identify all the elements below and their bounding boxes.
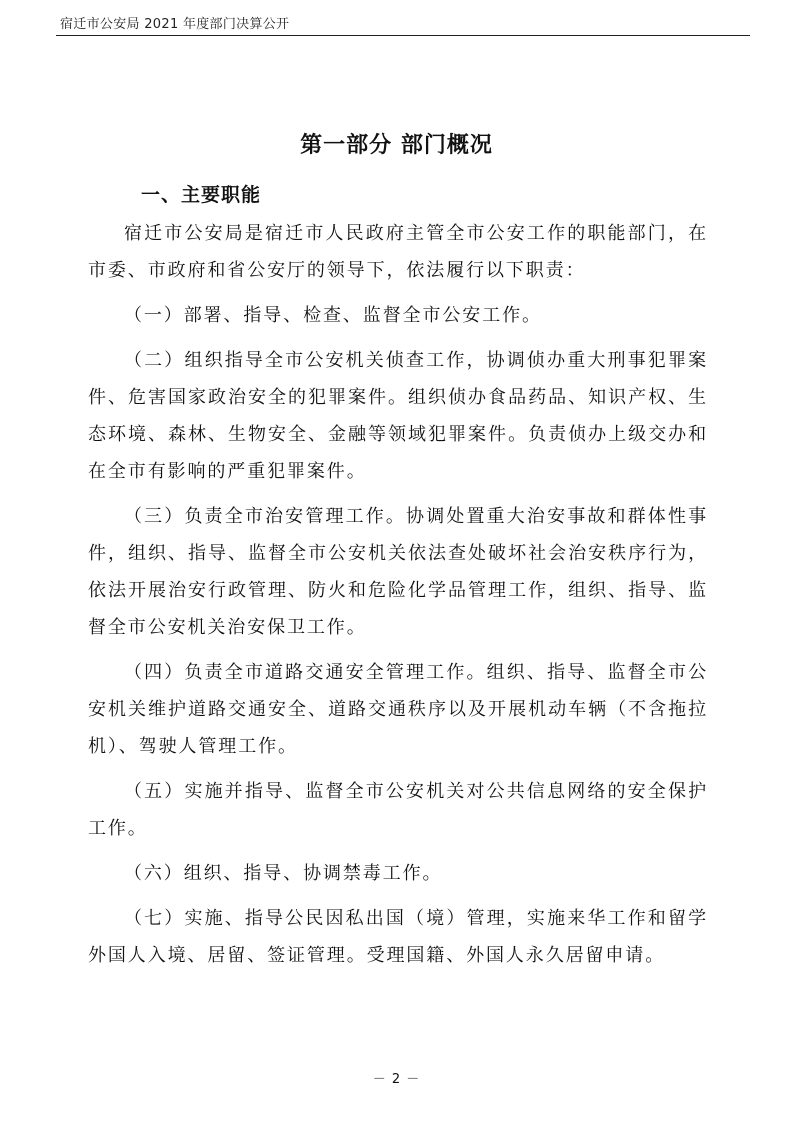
- header-divider: [56, 35, 750, 36]
- paragraph-duty-3: （三）负责全市治安管理工作。协调处置重大治安事故和群体性事件，组织、指导、监督全市公安机关依法查处破坏社会治安秩序行为，依法开展治安行政管理、防火和危险化学品管理工作，组织、指导、监督全市公安机关治安保卫工作。: [88, 506, 708, 638]
- running-header: 宿迁市公安局 2021 年度部门决算公开: [60, 17, 290, 32]
- paragraph-duty-6: （六）组织、指导、协调禁毒工作。: [124, 863, 443, 884]
- page-title: 第一部分 部门概况: [300, 133, 493, 158]
- paragraph-duty-7: （七）实施、指导公民因私出国（境）管理，实施来华工作和留学外国人入境、居留、签证管理。受理国籍、外国人永久居留申请。: [88, 908, 708, 966]
- paragraph-duty-5: （五）实施并指导、监督全市公安机关对公共信息网络的安全保护工作。: [88, 781, 708, 839]
- paragraph-intro: 宿迁市公安局是宿迁市人民政府主管全市公安工作的职能部门，在市委、市政府和省公安厅的领导下，依法履行以下职责：: [88, 223, 708, 281]
- paragraph-duty-2: （二）组织指导全市公安机关侦查工作，协调侦办重大刑事犯罪案件、危害国家政治安全的犯罪案件。组织侦办食品药品、知识产权、生态环境、森林、生物安全、金融等领域犯罪案件。负责侦办上级交办和在全市有影响的严重犯罪案件。: [88, 350, 708, 482]
- page-number: － 2 －: [372, 1072, 421, 1087]
- section-heading: 一、主要职能: [141, 184, 262, 206]
- paragraph-duty-1: （一）部署、指导、检查、监督全市公安工作。: [124, 305, 542, 326]
- body-text: [88, 215, 708, 982]
- paragraph-duty-4: （四）负责全市道路交通安全管理工作。组织、指导、监督全市公安机关维护道路交通安全、道路交通秩序以及开展机动车辆（不含拖拉机）、驾驶人管理工作。: [88, 662, 708, 757]
